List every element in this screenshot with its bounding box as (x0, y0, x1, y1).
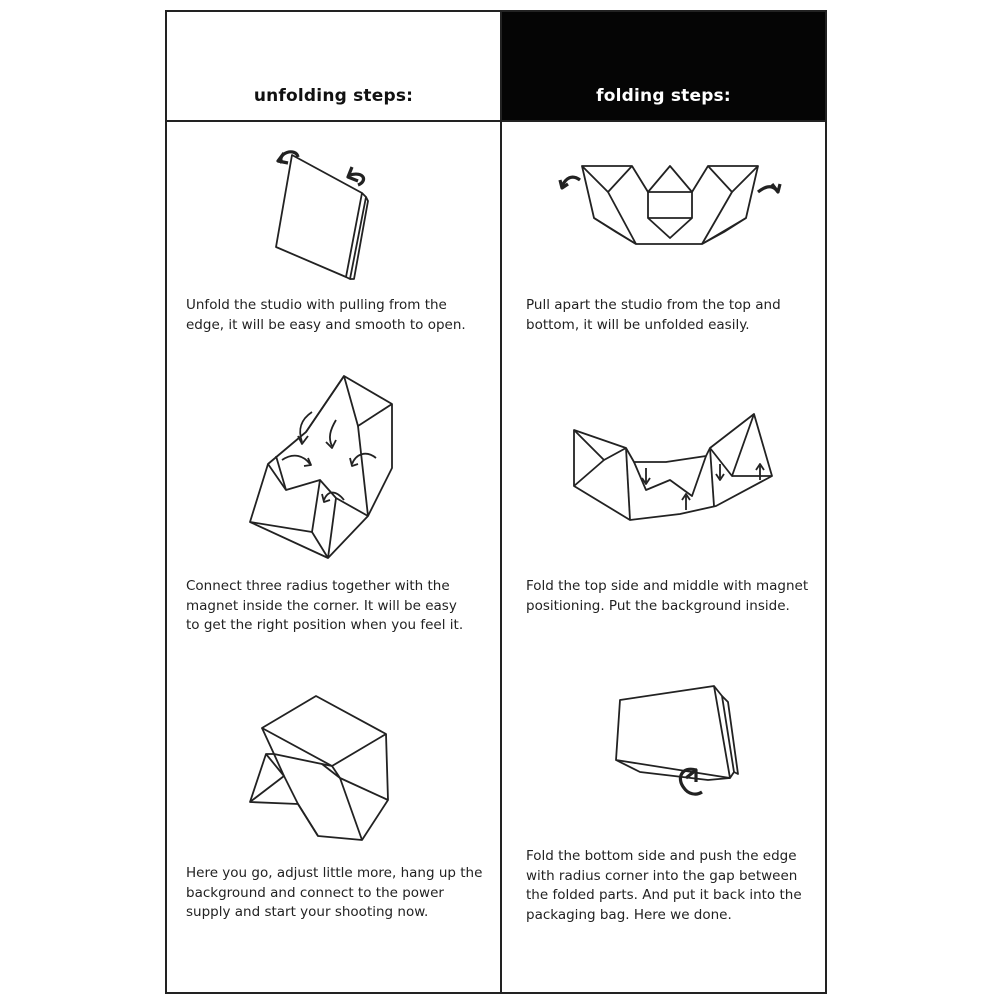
unfold-step-3-text (186, 864, 482, 923)
column-divider (500, 12, 502, 994)
text-line: Fold the top side and middle with magnet (526, 578, 809, 594)
fold-step-1-illustration (556, 152, 784, 262)
text-line: positioning. Put the background inside. (526, 597, 790, 614)
fold-step-1-text (526, 296, 781, 335)
text-line: packaging bag. Here we done. (526, 906, 732, 923)
unfolding-steps-heading: unfolding steps: (167, 12, 500, 120)
unfold-step-1-text (186, 296, 466, 335)
text-line: the folded parts. And put it back into the (526, 887, 802, 903)
unfold-step-2-illustration (240, 372, 400, 567)
text-line: magnet inside the corner. It will be easy (186, 597, 457, 614)
fold-step-2-illustration (570, 410, 776, 530)
text-line: to get the right position when you feel it. (186, 617, 464, 633)
folding-steps-heading: folding steps: (502, 12, 825, 120)
unfold-step-2-text (186, 577, 463, 636)
text-line: Unfold the studio with pulling from the (186, 297, 447, 313)
text-line: Pull apart the studio from the top and (526, 297, 781, 313)
unfold-step-1-illustration (268, 145, 378, 280)
text-line: supply and start your shooting now. (186, 904, 429, 920)
text-line: with radius corner into the gap between (526, 867, 798, 884)
fold-step-2-text (526, 577, 808, 616)
text-line: Here you go, adjust little more, hang up the (186, 865, 483, 881)
unfold-step-3-illustration (244, 692, 394, 842)
fold-step-3-illustration (606, 680, 740, 815)
header-divider (165, 120, 827, 122)
fold-step-3-text (526, 847, 802, 925)
text-line: background and connect to the power (186, 884, 444, 901)
text-line: bottom, it will be unfolded easily. (526, 316, 750, 333)
text-line: Fold the bottom side and push the edge (526, 848, 797, 864)
text-line: Connect three radius together with the (186, 578, 450, 594)
text-line: edge, it will be easy and smooth to open. (186, 316, 466, 333)
